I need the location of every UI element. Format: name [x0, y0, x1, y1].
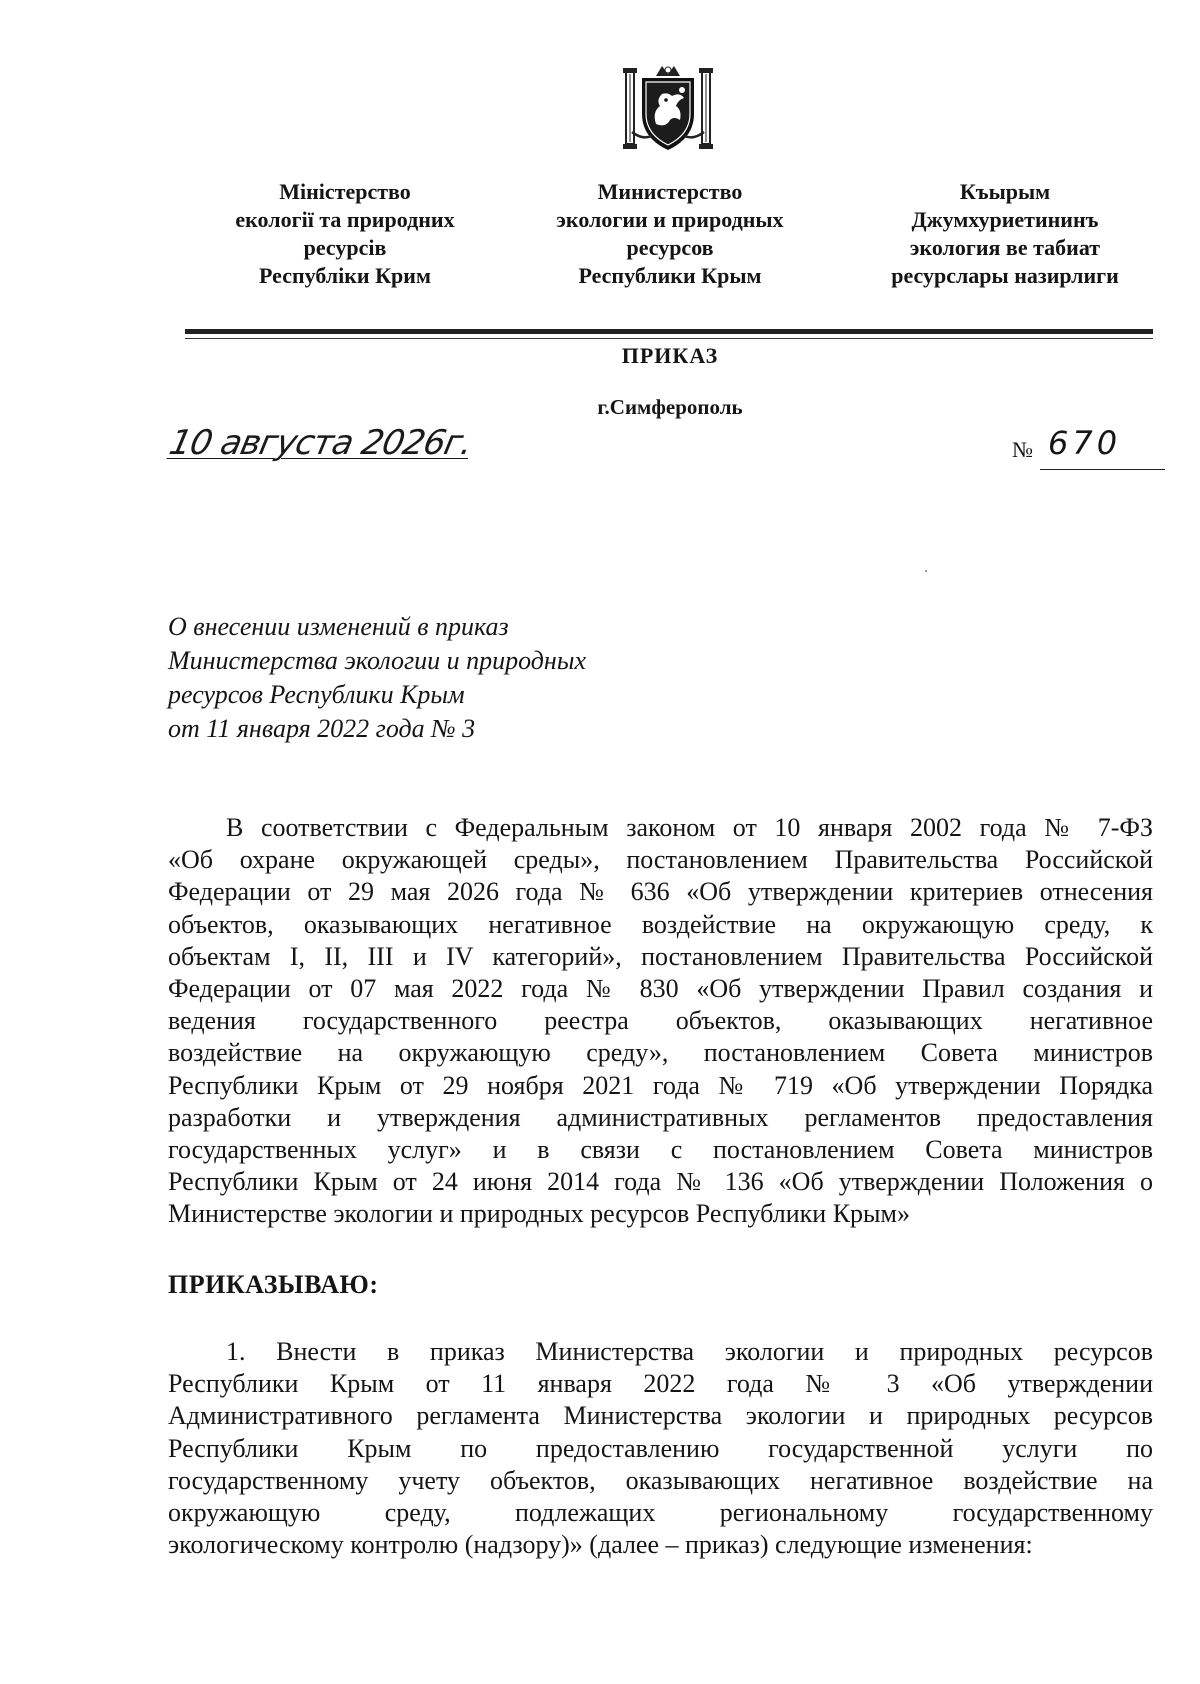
handwritten-date: 10 августа 2026г. [165, 423, 476, 463]
preamble-line: ведения государственного реестра объектов, оказывающих негативное [168, 1006, 1153, 1036]
preamble-line: государственных услуг» и в связи с постановлением Совета министров [168, 1135, 1153, 1165]
coat-of-arms-emblem [622, 62, 714, 154]
preamble-line: объектам I, II, III и IV категорий», постановлением Правительства Российской [168, 941, 1153, 971]
document-number-value: 670 [1040, 424, 1165, 470]
subject-line: ресурсов Республики Крым [168, 680, 465, 709]
ministry-name-russian [530, 178, 810, 290]
item1-line: 1. Внести в приказ Министерства экологии и природных ресурсов [226, 1337, 1153, 1366]
ministry-name-ukrainian [200, 178, 490, 290]
preamble-line: объектов, оказывающих негативное воздействие на окружающую среду, к [168, 909, 1153, 939]
item1-line: Республики Крым по предоставлению государственной услуги по [168, 1433, 1153, 1463]
header-crh-line: Джумхуриетининъ [911, 207, 1099, 232]
preamble-line: Федерации от 07 мая 2022 года № 830 «Об утверждении Правил создания и [168, 974, 1153, 1004]
item1-line: экологическому контролю (надзору)» (далее – приказ) следующие изменения: [168, 1530, 1033, 1560]
item1-line: Административного регламента Министерства экологии и природных ресурсов [168, 1401, 1153, 1431]
preamble-line: Республики Крым от 29 ноября 2021 года № 719 «Об утверждении Порядка [168, 1070, 1153, 1100]
document-subject [168, 610, 586, 746]
preamble-line: воздействие на окружающую среду», постановлением Совета министров [168, 1038, 1153, 1068]
header-ru-line: Министерство [597, 179, 743, 204]
order-verb: ПРИКАЗЫВАЮ: [168, 1270, 379, 1299]
header-uk-line: ресурсів [303, 235, 387, 260]
header-crh-line: Къырым [959, 179, 1051, 204]
header-uk-line: екології та природних [235, 207, 455, 232]
header-divider-thick [185, 329, 1153, 334]
document-city: г.Симферополь [597, 395, 743, 419]
header-uk-line: Міністерство [279, 179, 411, 204]
document-number-label: № [1012, 437, 1033, 462]
item1-line: окружающую среду, подлежащих региональному государственному [168, 1498, 1153, 1528]
preamble-line: Республики Крым от 24 июня 2014 года № 136 «Об утверждении Положения о [168, 1167, 1153, 1197]
scan-speck [925, 570, 927, 572]
preamble-line: Министерстве экологии и природных ресурсов Республики Крым» [168, 1199, 910, 1229]
order-item-1 [168, 1336, 1153, 1561]
header-ru-line: ресурсов [626, 235, 714, 260]
header-crh-line: ресурслары назирлиги [891, 263, 1119, 288]
preamble-line: «Об охране окружающей среды», постановлением Правительства Российской [168, 845, 1153, 875]
document-type: ПРИКАЗ [621, 343, 719, 368]
subject-line: Министерства экологии и природных [168, 646, 586, 675]
preamble-paragraph [168, 812, 1153, 1231]
header-divider-thin [185, 338, 1153, 339]
header-ru-line: экологии и природных [556, 207, 784, 232]
item1-line: Республики Крым от 11 января 2022 года № 3 «Об утверждении [168, 1369, 1153, 1399]
header-uk-line: Республіки Крим [259, 263, 431, 288]
header-ru-line: Республики Крым [578, 263, 762, 288]
preamble-line: разработки и утверждения административных регламентов предоставления [168, 1102, 1153, 1132]
preamble-line: Федерации от 29 мая 2026 года № 636 «Об утверждении критериев отнесения [168, 877, 1153, 907]
preamble-line: В соответствии с Федеральным законом от 10 января 2002 года № 7-ФЗ [226, 813, 1153, 842]
item1-line: государственному учету объектов, оказывающих негативное воздействие на [168, 1465, 1153, 1495]
subject-line: О внесении изменений в приказ [168, 612, 509, 641]
ministry-name-crimean-tatar [860, 178, 1150, 290]
subject-line: от 11 января 2022 года № 3 [168, 714, 476, 743]
header-crh-line: экология ве табиат [909, 235, 1101, 260]
